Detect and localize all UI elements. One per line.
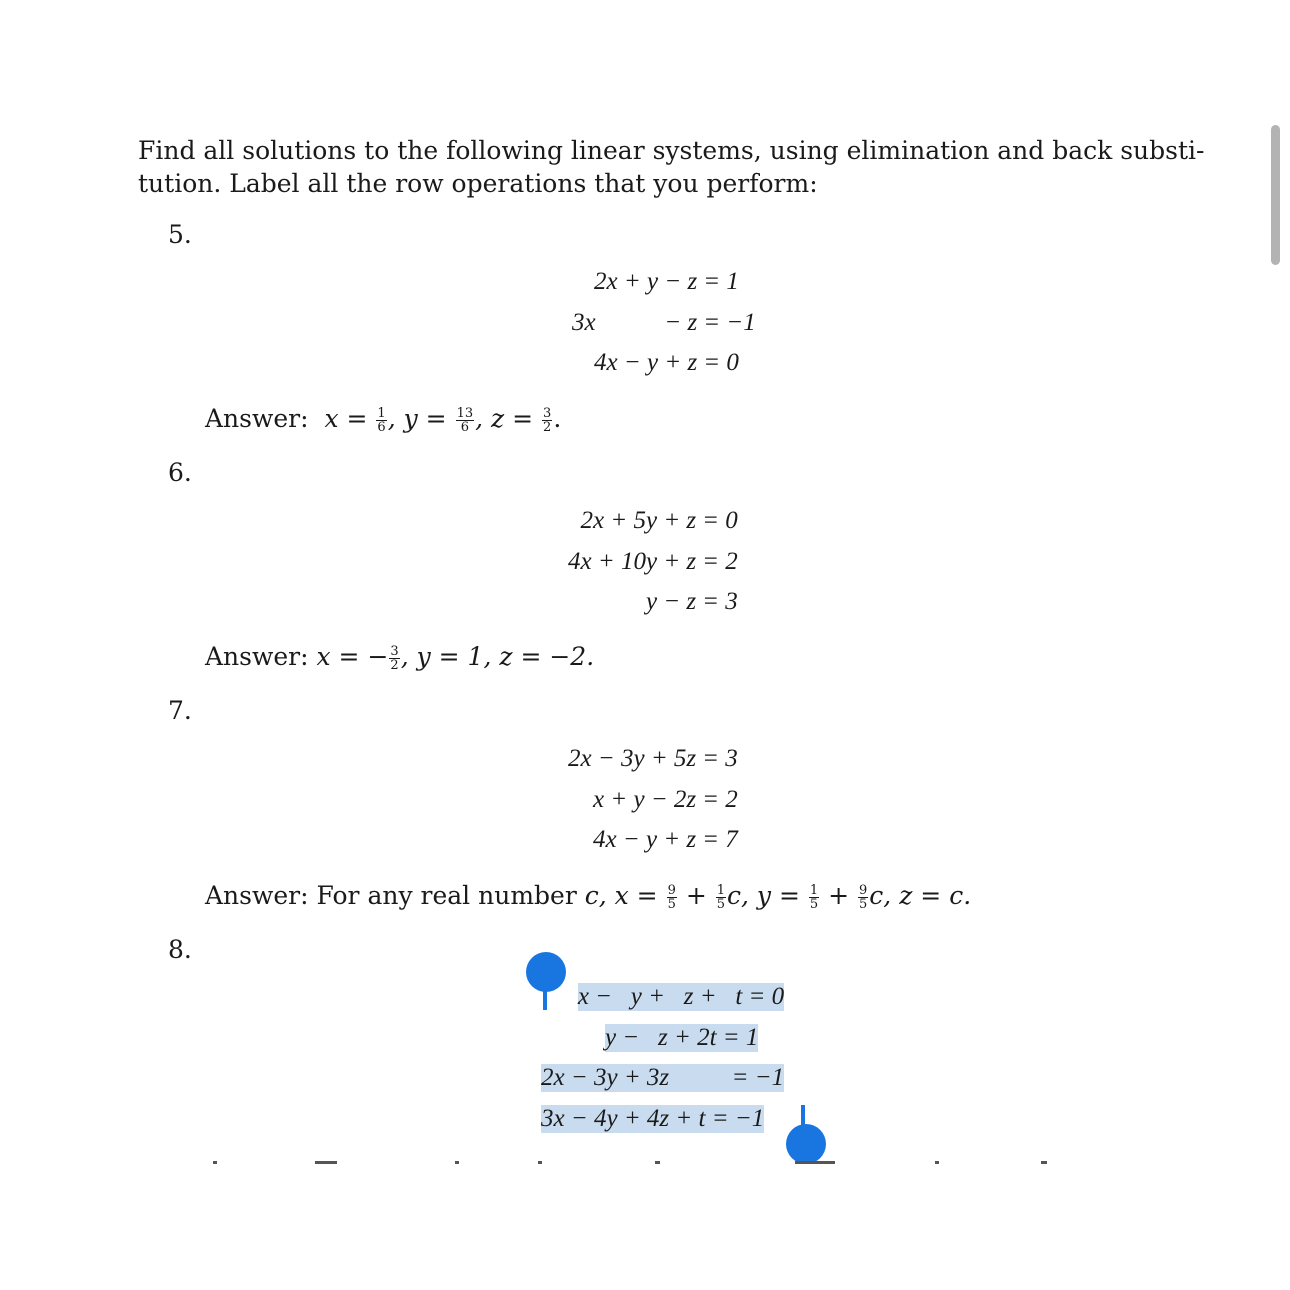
selection-end-handle[interactable]	[786, 1124, 826, 1164]
instructions-paragraph	[138, 134, 1205, 200]
fraction: $\frac{1}{5}$	[809, 883, 819, 912]
equation-row	[541, 1058, 784, 1099]
problem-5-answer: Answer: x = $\frac{1}{6}$ , y = $\frac{13}{6}$ , z = $\frac{3}{2}$ .	[205, 404, 562, 435]
equation-lhs: 4x + 10y + z	[568, 547, 697, 575]
equation-lhs: 4x − y + z	[594, 349, 698, 377]
equation-rhs: = 0	[748, 983, 785, 1011]
equation-lhs: 2x + y − z	[594, 268, 698, 296]
instructions-line-1: Find all solutions to the following linear systems, using elimination and back substi-	[138, 136, 1205, 165]
selected-text[interactable]	[578, 983, 784, 1011]
selection-start-caret	[543, 984, 547, 1010]
equation-lhs: y − z + 2t	[605, 1023, 717, 1051]
equation-lhs: x + y − 2z	[593, 785, 697, 813]
equation-lhs: 2x − 3y + 5z	[568, 745, 697, 773]
problem-8-number: 8.	[168, 935, 192, 964]
equation-rhs: = 1	[722, 1023, 759, 1051]
problem-7-answer: Answer: For any real number c, x = $\frac{9}{5}$ + $\frac{1}{5}$ c, y = $\frac{1}{5}$ + $\frac{9}{5}$ c, z = c.	[205, 881, 972, 912]
fraction: $\frac{13}{6}$	[456, 406, 474, 435]
problem-7-system	[568, 739, 738, 861]
problem-5-system	[572, 262, 756, 384]
equation-lhs: y − z	[645, 588, 697, 616]
equation-rhs: = 0	[703, 349, 739, 377]
fraction: $\frac{9}{5}$	[667, 883, 676, 912]
equation-row	[541, 1018, 784, 1059]
equation-lhs: 2x − 3y + 3z	[541, 1064, 670, 1092]
equation-rhs: = 2	[702, 547, 738, 575]
equation-rhs: = −1	[711, 1104, 765, 1132]
equation-row	[568, 780, 738, 821]
equation-row	[568, 820, 738, 861]
equation-lhs: 3x − z	[572, 308, 698, 336]
equation-rhs: = −1	[703, 308, 756, 336]
equation-row	[541, 1099, 784, 1140]
problem-6-number: 6.	[168, 458, 192, 487]
equation-row	[541, 977, 784, 1018]
equation-row	[568, 582, 738, 623]
problem-8-system[interactable]	[541, 977, 784, 1139]
problem-6-answer: Answer: x = − $\frac{3}{2}$ , y = 1, z = −2.	[205, 642, 595, 673]
equation-row	[572, 303, 756, 344]
equation-rhs: = 0	[702, 507, 738, 535]
selected-text[interactable]	[541, 1105, 764, 1133]
fraction: $\frac{1}{6}$	[377, 406, 386, 435]
fraction: $\frac{3}{2}$	[543, 406, 552, 435]
fraction: $\frac{1}{5}$	[716, 883, 725, 912]
equation-rhs: = 1	[703, 268, 739, 296]
equation-lhs: 4x − y + z	[593, 826, 697, 854]
problem-6-system	[568, 501, 738, 623]
fraction: $\frac{3}{2}$	[390, 644, 399, 673]
answer-label: Answer:	[205, 881, 309, 910]
vertical-scrollbar[interactable]	[1271, 125, 1280, 265]
problem-7-number: 7.	[168, 696, 192, 725]
equation-rhs: = 2	[702, 785, 738, 813]
equation-lhs: 3x − 4y + 4z + t	[541, 1104, 706, 1132]
fraction: $\frac{9}{5}$	[859, 883, 868, 912]
equation-rhs: = 3	[702, 745, 738, 773]
instructions-line-2: tution. Label all the row operations that you perform:	[138, 169, 818, 198]
selected-text[interactable]	[605, 1024, 758, 1052]
answer-label: Answer:	[205, 404, 309, 433]
answer-label: Answer:	[205, 642, 309, 671]
selected-text[interactable]	[541, 1064, 784, 1092]
equation-rhs: = −1	[731, 1064, 785, 1092]
equation-rhs: = 3	[702, 588, 738, 616]
equation-rhs: = 7	[702, 826, 738, 854]
equation-row	[572, 343, 756, 384]
equation-row	[568, 501, 738, 542]
equation-lhs: x − y + z + t	[577, 983, 743, 1011]
clipped-text-line	[205, 1161, 1055, 1165]
equation-row	[568, 542, 738, 583]
problem-5-number: 5.	[168, 220, 192, 249]
equation-lhs: 2x + 5y + z	[580, 507, 697, 535]
equation-row	[568, 739, 738, 780]
equation-row	[572, 262, 756, 303]
